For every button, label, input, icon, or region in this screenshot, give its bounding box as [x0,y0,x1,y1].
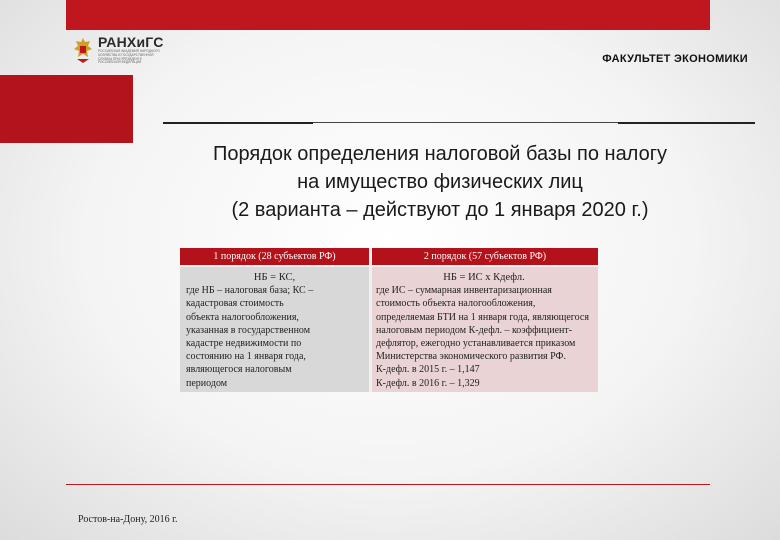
text-line: Министерства экономического развития РФ. [376,351,566,363]
text-line: К-дефл. в 2016 г. – 1,329 [376,377,480,389]
column-header-1: 1 порядок (28 субъектов РФ) [180,248,371,266]
text-line: дефлятор, ежегодно устанавливается приказом [376,338,576,350]
method-1-cell [180,266,371,392]
text-line: кадастре недвижимости по [186,338,302,350]
method-2-formula: НБ = ИС х Кдефл. [443,272,525,283]
method-2-cell [371,266,599,392]
header-rule-right [618,122,755,124]
text-line: К-дефл. в 2015 г. – 1,147 [376,364,480,376]
brand-subtitle: РОССИЙСКАЯ АКАДЕМИЯ НАРОДНОГО ХОЗЯЙСТВА И ГОСУДАРСТВЕННОЙ СЛУЖБЫ ПРИ ПРЕЗИДЕНТЕ РОССИЙСКОЙ ФЕДЕРАЦИИ [98,49,160,65]
text-line: являющегося налоговым [186,364,292,376]
text-line: определяемая БТИ на 1 января года, являющегося [376,311,589,323]
faculty-label: ФАКУЛЬТЕТ ЭКОНОМИКИ [602,53,748,65]
slide-title [120,140,760,224]
title-line: на имущество физических лиц [297,171,583,193]
top-accent-bar [66,0,710,30]
text-line: где ИС – суммарная инвентаризационная [376,285,552,297]
text-line: стоимость объекта налогообложения, [376,298,536,310]
header-rule-middle [313,122,618,123]
footer-location-year: Ростов-на-Дону, 2016 г. [78,514,178,525]
text-line: налоговым периодом К-дефл. – коэффициент- [376,324,573,336]
title-line: Порядок определения налоговой базы по налогу [212,143,667,165]
side-accent-block [0,75,133,143]
table-header-row [180,248,598,266]
column-header-2: 2 порядок (57 субъектов РФ) [371,248,599,266]
text-line: указанная в государственном [186,324,311,336]
brand-name: РАНХиГС [98,34,164,50]
tax-base-table [180,248,598,392]
text-line: периодом [186,377,228,389]
ranepa-logo [72,34,164,65]
text-line: кадастровая стоимость [186,298,284,310]
text-line: состоянию на 1 января года, [186,351,306,363]
text-line: объекта налогообложения, [186,311,299,323]
method-1-formula: НБ = КС, [253,272,296,283]
footer-rule [66,484,710,485]
header-rule-left [163,122,313,124]
text-line: где НБ – налоговая база; КС – [186,285,314,297]
eagle-emblem-icon [72,36,94,64]
table-row [180,266,598,392]
title-line: (2 варианта – действуют до 1 января 2020 г.) [231,199,649,221]
